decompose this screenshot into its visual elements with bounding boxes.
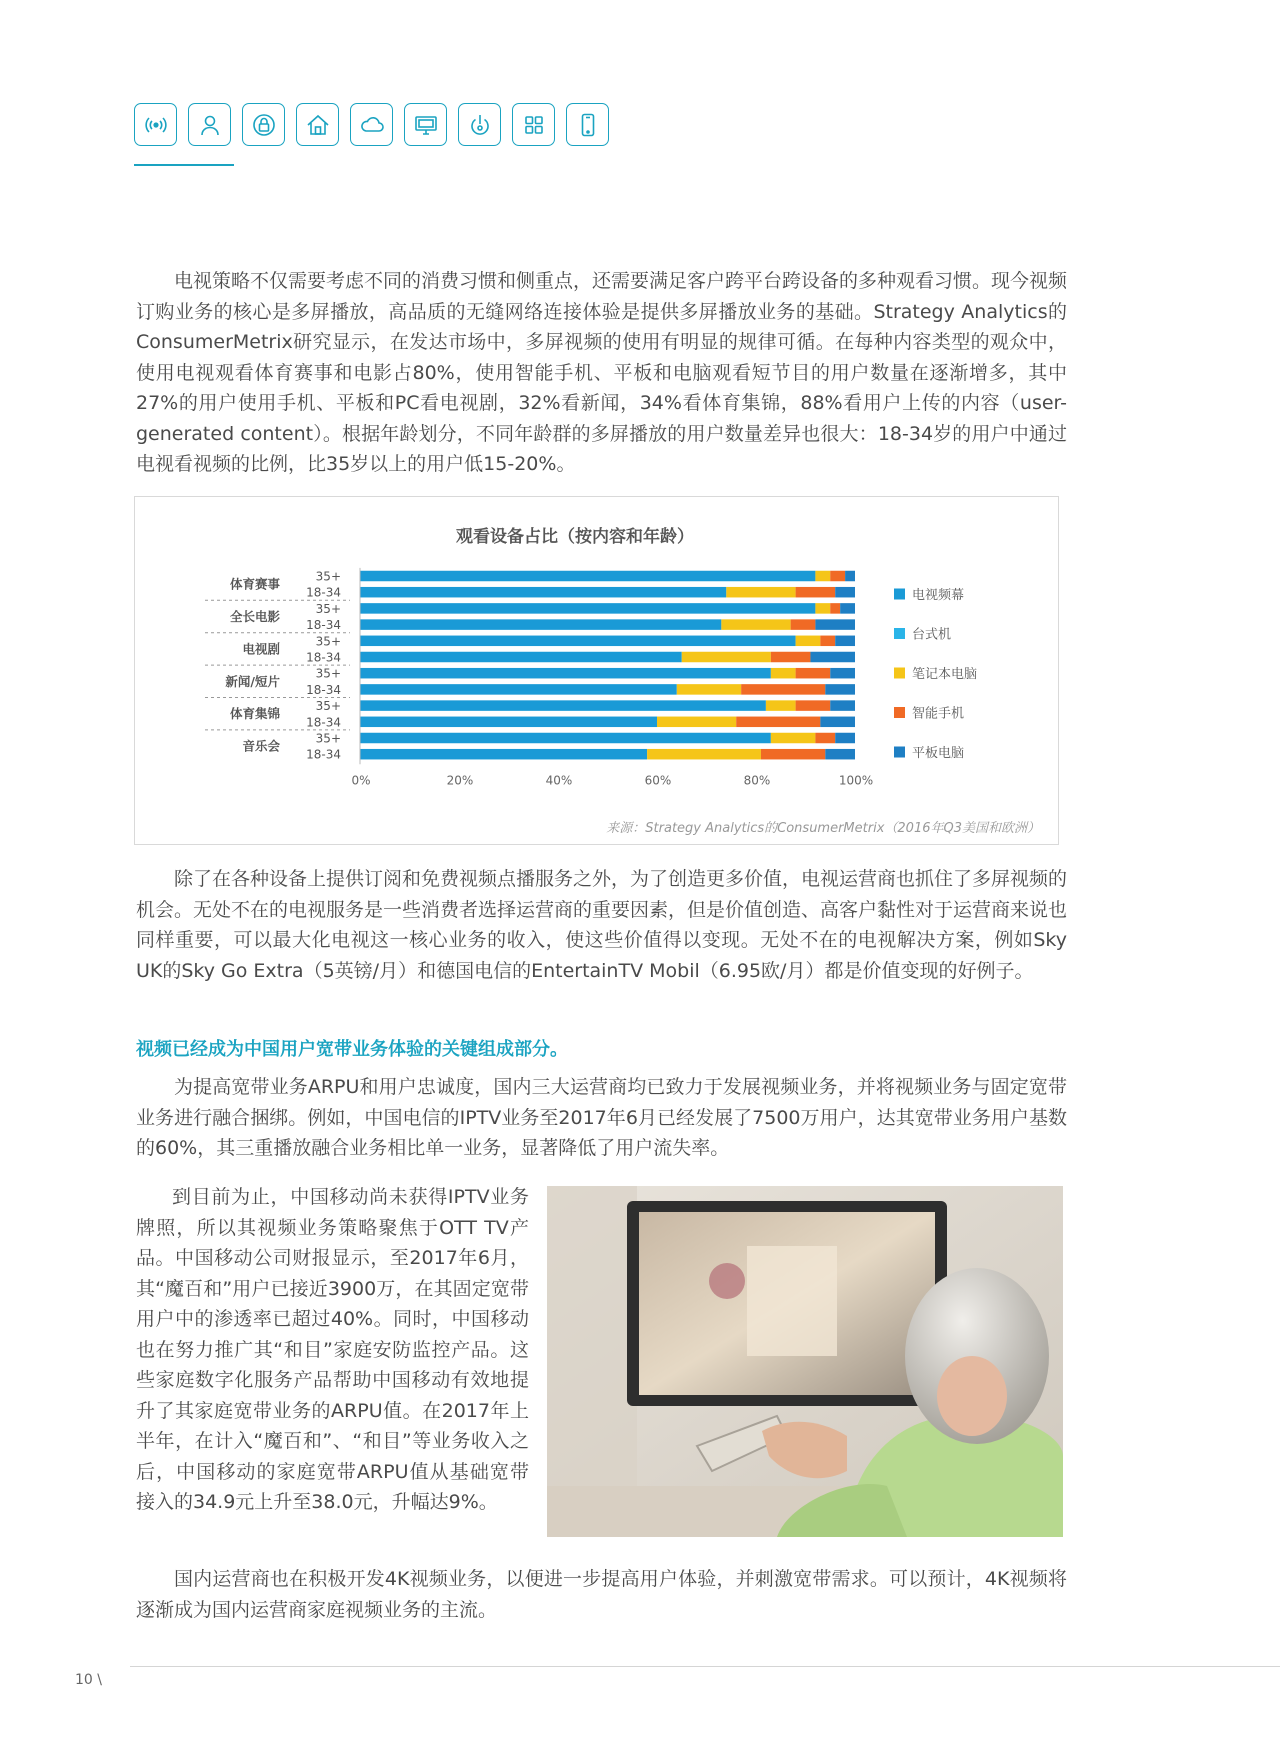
bar-segment — [830, 700, 855, 711]
device-share-chart — [134, 496, 1059, 845]
legend-label: 智能手机 — [912, 706, 965, 722]
age-label: 35+ — [315, 666, 341, 681]
bar-segment — [677, 684, 741, 695]
bar-segment — [360, 603, 815, 614]
apps-icon — [512, 103, 555, 146]
legend-swatch — [894, 668, 905, 679]
bar-segment — [360, 571, 815, 582]
chart-legend — [894, 587, 977, 761]
bar-segment — [360, 619, 721, 630]
bar-segment — [360, 684, 677, 695]
bar-segment — [845, 571, 855, 582]
bar-segment — [810, 652, 855, 663]
bar-segment — [815, 603, 830, 614]
bar-segment — [682, 652, 771, 663]
bar-segment — [791, 619, 816, 630]
bar-segment — [766, 700, 796, 711]
china-mobile-paragraph: 到目前为止，中国移动尚未获得IPTV业务牌照，所以其视频业务策略聚焦于OTT TV产品。中国移动公司财报显示，至2017年6月，其“魔百和”用户已接近3900万，在其固定宽带用户中的渗透率已超过40%。同时，中国移动也在努力推广其“和目”家庭安防监控产品。这些家庭数字化服务产品帮助中国移动有效地提升了其家庭宽带业务的ARPU值。在2017年上半年，在计入“魔百和”、“和目”等业务收入之后，中国移动的家庭宽带ARPU值从基础宽带接入的34.9元上升至38.0元，升幅达9%。 — [136, 1186, 529, 1513]
x-tick-label: 0% — [351, 773, 371, 788]
age-label: 18-34 — [306, 585, 341, 600]
header-icon-row — [134, 103, 609, 146]
group-label: 体育集锦 — [229, 706, 280, 722]
bar-segment — [771, 733, 816, 744]
legend-label: 平板电脑 — [912, 746, 965, 761]
chart-canvas — [135, 497, 1060, 846]
bar-segment — [657, 717, 736, 728]
bar-segment — [741, 684, 825, 695]
chart-title: 观看设备占比（按内容和年龄） — [456, 527, 694, 547]
legend-swatch — [894, 707, 905, 718]
cloud-icon — [350, 103, 393, 146]
x-tick-label: 100% — [838, 773, 874, 788]
bar-segment — [820, 717, 855, 728]
user-icon — [188, 103, 231, 146]
bar-segment — [360, 652, 682, 663]
chart-source: 来源：Strategy Analytics的ConsumerMetrix（2016年Q3美国和欧洲） — [606, 821, 1040, 836]
legend-swatch — [894, 628, 905, 639]
bar-segment — [830, 603, 840, 614]
x-tick-label: 60% — [644, 773, 672, 788]
age-label: 18-34 — [306, 715, 341, 730]
bar-segment — [830, 668, 855, 679]
bar-segment — [815, 733, 835, 744]
wireless-icon — [134, 103, 177, 146]
page-number: 10 \ — [75, 1672, 102, 1688]
group-label: 新闻/短片 — [225, 673, 280, 689]
age-label: 18-34 — [306, 682, 341, 697]
bar-segment — [835, 733, 855, 744]
group-label: 全长电影 — [229, 609, 280, 624]
man-watching-tv-photo — [547, 1186, 1063, 1537]
4k-paragraph: 国内运营商也在积极开发4K视频业务，以便进一步提高用户体验，并刺激宽带需求。可以预计，4K视频将逐渐成为国内运营商家庭视频业务的主流。 — [136, 1568, 1067, 1621]
legend-label: 台式机 — [912, 627, 952, 643]
phone-icon — [566, 103, 609, 146]
bar-segment — [360, 733, 771, 744]
age-label: 18-34 — [306, 747, 341, 762]
bar-segment — [835, 636, 855, 647]
age-label: 35+ — [315, 699, 341, 714]
bar-segment — [360, 636, 796, 647]
bar-segment — [360, 587, 726, 598]
lock-icon — [242, 103, 285, 146]
legend-swatch — [894, 589, 905, 600]
group-label: 电视剧 — [242, 641, 280, 657]
age-label: 35+ — [315, 569, 341, 584]
bar-segment — [771, 668, 796, 679]
bar-segment — [815, 619, 855, 630]
legend-label: 笔记本电脑 — [912, 667, 978, 682]
bar-segment — [796, 668, 831, 679]
monitor-icon — [404, 103, 447, 146]
age-label: 35+ — [315, 601, 341, 616]
x-tick-label: 40% — [545, 773, 573, 788]
bar-segment — [820, 636, 835, 647]
bar-segment — [825, 684, 855, 695]
bar-segment — [840, 603, 855, 614]
power-icon — [458, 103, 501, 146]
bar-segment — [835, 587, 855, 598]
bar-segment — [360, 700, 766, 711]
footer-rule — [130, 1666, 1280, 1667]
multiscreen-paragraph: 除了在各种设备上提供订阅和免费视频点播服务之外，为了创造更多价值，电视运营商也抓住了多屏视频的机会。无处不在的电视服务是一些消费者选择运营商的重要因素，但是价值创造、高客户黏性对于运营商来说也同样重要，可以最大化电视这一核心业务的收入，使这些价值得以变现。无处不在的电视解决方案，例如Sky UK的Sky Go Extra（5英镑/月）和德国电信的EntertainTV Mobil（6.95欧/月）都是价值变现的好例子。 — [136, 868, 1068, 982]
bar-segment — [761, 749, 825, 760]
x-tick-label: 20% — [446, 773, 474, 788]
header-accent-rule — [134, 164, 234, 166]
bar-segment — [825, 749, 855, 760]
intro-paragraph: 电视策略不仅需要考虑不同的消费习惯和侧重点，还需要满足客户跨平台跨设备的多种观看习惯。现今视频订购业务的核心是多屏播放，高品质的无缝网络连接体验是提供多屏播放业务的基础。Strategy Analytics的ConsumerMetrix研究显示，在发达市场中，多屏视频的使用有明显的规律可循。在每种内容类型的观众中，使用电视观看体育赛事和电影占80%，使用智能手机、平板和电脑观看短节目的用户数量在逐渐增多，其中27%的用户使用手机、平板和PC看电视剧，32%看新闻，34%看体育集锦，88%看用户上传的内容（user-generated content）。根据年龄划分，不同年龄群的多屏播放的用户数量差异也很大：18-34岁的用户中通过电视看视频的比例，比35岁以上的用户低15-20%。 — [136, 270, 1068, 475]
bar-segment — [796, 636, 821, 647]
x-tick-label: 80% — [743, 773, 771, 788]
age-label: 18-34 — [306, 618, 341, 633]
legend-swatch — [894, 747, 905, 758]
age-label: 35+ — [315, 731, 341, 746]
group-label: 音乐会 — [242, 738, 280, 754]
chart-bars — [360, 571, 855, 760]
bar-segment — [360, 668, 771, 679]
group-label: 体育赛事 — [229, 576, 280, 592]
bar-segment — [736, 717, 820, 728]
age-label: 35+ — [315, 634, 341, 649]
bar-segment — [647, 749, 761, 760]
bar-segment — [796, 587, 836, 598]
bar-segment — [815, 571, 830, 582]
age-label: 18-34 — [306, 650, 341, 665]
home-icon — [296, 103, 339, 146]
bar-segment — [830, 571, 845, 582]
operators-paragraph: 为提高宽带业务ARPU和用户忠诚度，国内三大运营商均已致力于发展视频业务，并将视频业务与固定宽带业务进行融合捆绑。例如，中国电信的IPTV业务至2017年6月已经发展了7500万用户，达其宽带业务用户基数的60%，其三重播放融合业务相比单一业务，显著降低了用户流失率。 — [136, 1076, 1067, 1159]
bar-segment — [726, 587, 795, 598]
legend-label: 电视频幕 — [912, 588, 965, 603]
bar-segment — [721, 619, 790, 630]
bar-segment — [360, 717, 657, 728]
section-heading: 视频已经成为中国用户宽带业务体验的关键组成部分。 — [136, 1039, 568, 1060]
bar-segment — [360, 749, 647, 760]
bar-segment — [771, 652, 811, 663]
bar-segment — [796, 700, 831, 711]
